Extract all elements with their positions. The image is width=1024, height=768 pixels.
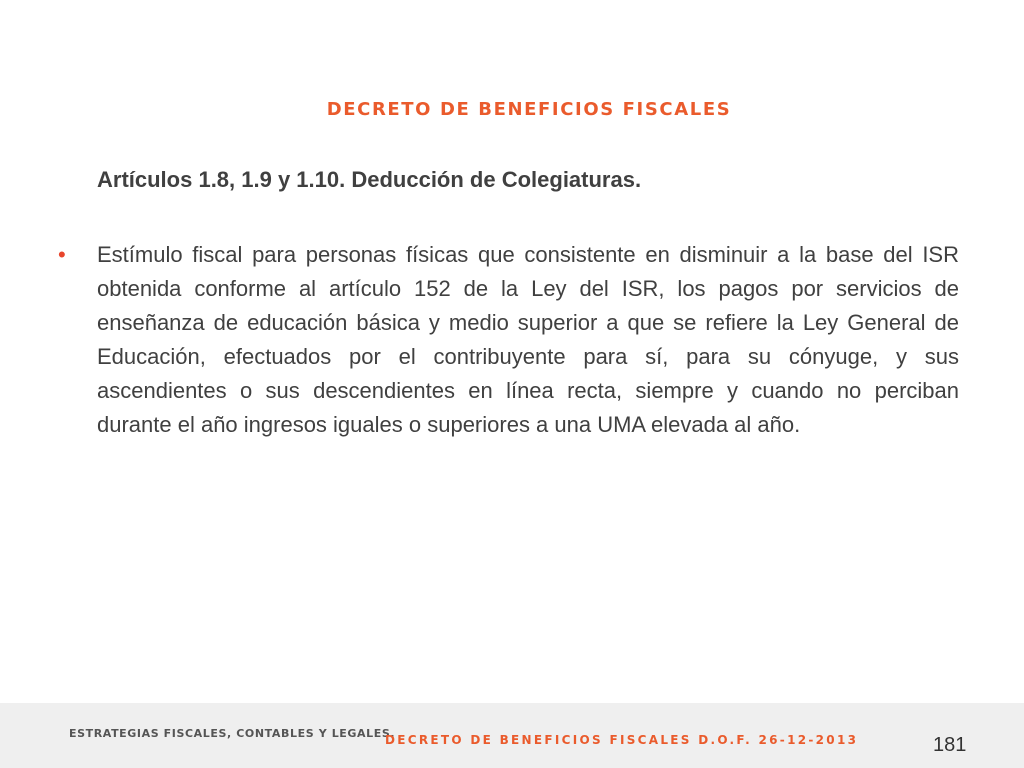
slide-title: DECRETO DE BENEFICIOS FISCALES [326, 99, 732, 120]
page-number: 181 [933, 734, 967, 756]
bullet-marker: • [58, 242, 66, 267]
slide-subtitle: Artículos 1.8, 1.9 y 1.10. Deducción de Colegiaturas. [97, 167, 642, 192]
footer-company-label: ESTRATEGIAS FISCALES, CONTABLES Y LEGALES. [69, 727, 396, 740]
footer-decree-label: DECRETO DE BENEFICIOS FISCALES D.O.F. 26-12-2013 [385, 733, 859, 747]
bullet-paragraph: Estímulo fiscal para personas físicas que consistente en disminuir a la base del ISR obtenida conforme al artículo 152 de la Ley del ISR, los pagos por servicios de enseñanza de educación básica y medio superior a que se refiere la Ley General de Educación, efectuados por el contribuyente para sí, para su cónyuge, y sus ascendientes o sus descendientes en línea recta, siempre y cuando no perciban durante el año ingresos iguales o superiores a una UMA elevada al año. [97, 242, 959, 437]
footer-bar [0, 703, 1024, 768]
